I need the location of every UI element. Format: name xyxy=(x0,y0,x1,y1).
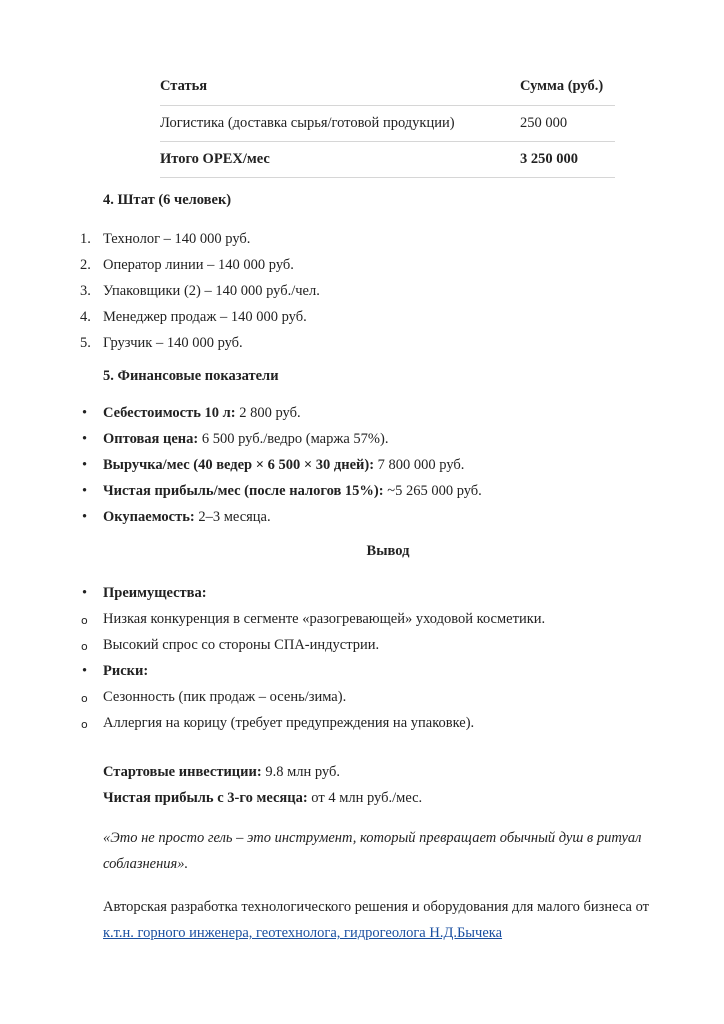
risks-label: Риски: xyxy=(103,663,149,679)
column-header-sum: Сумма (руб.) xyxy=(520,68,615,106)
circle-bullet-icon: o xyxy=(81,692,88,705)
finance-value: 2 800 руб. xyxy=(235,405,301,421)
bullet-icon: • xyxy=(82,483,88,499)
list-item xyxy=(0,481,482,507)
column-header-item: Статья xyxy=(160,68,520,106)
list-number: 5. xyxy=(80,335,91,351)
circle-bullet-icon: o xyxy=(81,614,88,627)
author-paragraph xyxy=(103,894,673,946)
author-text: Авторская разработка технологического решения и оборудования для малого бизнеса от xyxy=(103,899,650,915)
risk-text: Аллергия на корицу (требует предупреждения на упаковке). xyxy=(103,715,475,731)
list-item xyxy=(0,307,320,333)
conclusion-heading: Вывод xyxy=(366,543,410,559)
table-row xyxy=(160,106,615,142)
list-item xyxy=(0,255,320,281)
list-number: 4. xyxy=(80,309,91,325)
finance-value: 2–3 месяца. xyxy=(194,509,271,525)
table-total-value: 3 250 000 xyxy=(520,142,615,178)
risk-text: Сезонность (пик продаж – осень/зима). xyxy=(103,689,347,705)
author-link[interactable]: к.т.н. горного инженера, геотехнолога, гидрогеолога Н.Д.Бычека xyxy=(103,925,503,941)
list-item xyxy=(0,713,545,739)
list-text: Грузчик – 140 000 руб. xyxy=(103,335,243,351)
list-item xyxy=(0,609,545,635)
list-item xyxy=(0,687,545,713)
advantages-label: Преимущества: xyxy=(103,585,207,601)
staff-list xyxy=(0,229,320,359)
finance-label: Окупаемость: xyxy=(103,509,195,525)
finance-value: 6 500 руб./ведро (маржа 57%). xyxy=(198,431,389,447)
advantage-text: Низкая конкуренция в сегменте «разогревающей» уходовой косметики. xyxy=(103,611,546,627)
list-item xyxy=(0,455,482,481)
list-item xyxy=(0,333,320,359)
list-item xyxy=(0,507,482,533)
bullet-icon: • xyxy=(82,405,88,421)
bullet-icon: • xyxy=(82,509,88,525)
list-item xyxy=(0,229,320,255)
list-item xyxy=(0,403,482,429)
list-text: Технолог – 140 000 руб. xyxy=(103,231,251,247)
table-cell-item: Логистика (доставка сырья/готовой продукции) xyxy=(160,106,520,142)
circle-bullet-icon: o xyxy=(81,718,88,731)
list-item xyxy=(0,281,320,307)
finance-list xyxy=(0,403,482,533)
circle-bullet-icon: o xyxy=(81,640,88,653)
investments-line xyxy=(103,764,340,781)
finance-label: Оптовая цена: xyxy=(103,431,199,447)
profit-label: Чистая прибыль с 3-го месяца: xyxy=(103,790,308,806)
finance-value: 7 800 000 руб. xyxy=(374,457,465,473)
bullet-icon: • xyxy=(82,663,88,679)
investments-value: 9.8 млн руб. xyxy=(261,764,340,780)
finance-value: ~5 265 000 руб. xyxy=(383,483,482,499)
staff-heading: 4. Штат (6 человек) xyxy=(103,192,232,208)
finance-label: Себестоимость 10 л: xyxy=(103,405,236,421)
finance-label: Чистая прибыль/мес (после налогов 15%): xyxy=(103,483,384,499)
finance-label: Выручка/мес (40 ведер × 6 500 × 30 дней): xyxy=(103,457,375,473)
quote: «Это не просто гель – это инструмент, который превращает обычный душ в ритуал соблазнения». xyxy=(103,830,642,872)
investments-label: Стартовые инвестиции: xyxy=(103,764,262,780)
table-total-row xyxy=(160,142,615,178)
bullet-icon: • xyxy=(82,585,88,601)
list-item xyxy=(0,429,482,455)
conclusion-list xyxy=(0,583,545,739)
list-item xyxy=(0,661,545,687)
list-number: 3. xyxy=(80,283,91,299)
list-item xyxy=(0,583,545,609)
list-text: Менеджер продаж – 140 000 руб. xyxy=(103,309,307,325)
list-text: Оператор линии – 140 000 руб. xyxy=(103,257,294,273)
table-cell-sum: 250 000 xyxy=(520,106,615,142)
advantage-text: Высокий спрос со стороны СПА-индустрии. xyxy=(103,637,380,653)
list-number: 1. xyxy=(80,231,91,247)
profit-line xyxy=(103,790,422,807)
profit-value: от 4 млн руб./мес. xyxy=(307,790,423,806)
bullet-icon: • xyxy=(82,457,88,473)
table-header-row xyxy=(160,68,615,106)
list-item xyxy=(0,635,545,661)
bullet-icon: • xyxy=(82,431,88,447)
list-text: Упаковщики (2) – 140 000 руб./чел. xyxy=(103,283,320,299)
finance-heading: 5. Финансовые показатели xyxy=(103,368,279,384)
table-total-label: Итого OPEX/мес xyxy=(160,142,520,178)
opex-table xyxy=(160,68,615,178)
list-number: 2. xyxy=(80,257,91,273)
